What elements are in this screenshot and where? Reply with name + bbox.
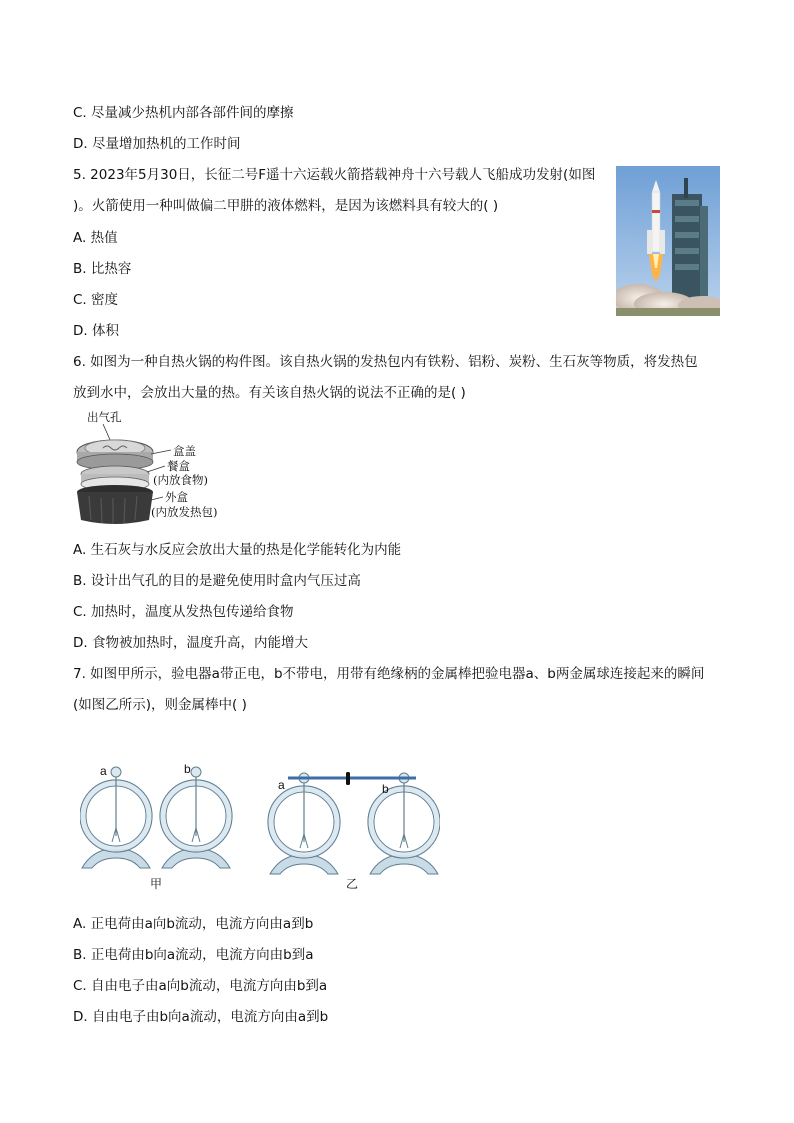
q7-option-b: B. 正电荷由b向a流动，电流方向由b到a bbox=[73, 947, 314, 963]
hotpot-diagram bbox=[73, 410, 233, 528]
caption-yi: 乙 bbox=[346, 877, 359, 891]
q6-option-b: B. 设计出气孔的目的是避免使用时盒内气压过高 bbox=[73, 573, 361, 589]
q5-option-b: B. 比热容 bbox=[73, 261, 132, 277]
label-b-jia: b bbox=[184, 762, 191, 776]
q5-option-d: D. 体积 bbox=[73, 323, 119, 339]
q7-stem-line2: (如图乙所示)，则金属棒中( ) bbox=[73, 697, 247, 713]
label-b-yi: b bbox=[382, 782, 389, 796]
q5-option-c: C. 密度 bbox=[73, 292, 119, 308]
caption-jia: 甲 bbox=[150, 877, 163, 891]
label-a-jia: a bbox=[100, 764, 107, 778]
rocket-launch-photo bbox=[616, 166, 720, 316]
q5-stem-line1: 5. 2023年5月30日，长征二号F遥十六运载火箭搭载神舟十六号载人飞船成功发射(如图 bbox=[73, 167, 596, 183]
label-a-yi: a bbox=[278, 778, 285, 792]
q7-stem-line1: 7. 如图甲所示，验电器a带正电，b不带电，用带有绝缘柄的金属棒把验电器a、b两金属球连接起来的瞬间 bbox=[73, 666, 705, 682]
label-outer-box: 外盒 bbox=[165, 490, 188, 504]
q5-stem-line2: )。火箭使用一种叫做偏二甲肼的液体燃料，是因为该燃料具有较大的( ) bbox=[73, 198, 499, 214]
q5-option-a: A. 热值 bbox=[73, 230, 118, 246]
electroscope-diagram bbox=[80, 758, 440, 894]
q7-option-d: D. 自由电子由b向a流动，电流方向由a到b bbox=[73, 1009, 329, 1025]
q6-option-d: D. 食物被加热时，温度升高，内能增大 bbox=[73, 635, 308, 651]
q4-option-c: C. 尽量减少热机内部各部件间的摩擦 bbox=[73, 105, 294, 121]
label-meal-box: 餐盒 bbox=[167, 459, 190, 473]
label-vent: 出气孔 bbox=[87, 410, 122, 424]
q7-option-c: C. 自由电子由a向b流动，电流方向由b到a bbox=[73, 978, 328, 994]
q7-option-a: A. 正电荷由a向b流动，电流方向由a到b bbox=[73, 916, 314, 932]
label-lid: 盒盖 bbox=[173, 444, 196, 458]
label-outer-box-note: (内放发热包) bbox=[151, 505, 218, 519]
label-meal-box-note: (内放食物) bbox=[153, 473, 208, 487]
q6-stem-line1: 6. 如图为一种自热火锅的构件图。该自热火锅的发热包内有铁粉、铝粉、炭粉、生石灰等物质，将发热包 bbox=[73, 354, 698, 370]
q6-option-c: C. 加热时，温度从发热包传递给食物 bbox=[73, 604, 294, 620]
q6-stem-line2: 放到水中，会放出大量的热。有关该自热火锅的说法不正确的是( ) bbox=[73, 385, 466, 401]
q6-option-a: A. 生石灰与水反应会放出大量的热是化学能转化为内能 bbox=[73, 542, 402, 558]
q4-option-d: D. 尽量增加热机的工作时间 bbox=[73, 136, 241, 152]
